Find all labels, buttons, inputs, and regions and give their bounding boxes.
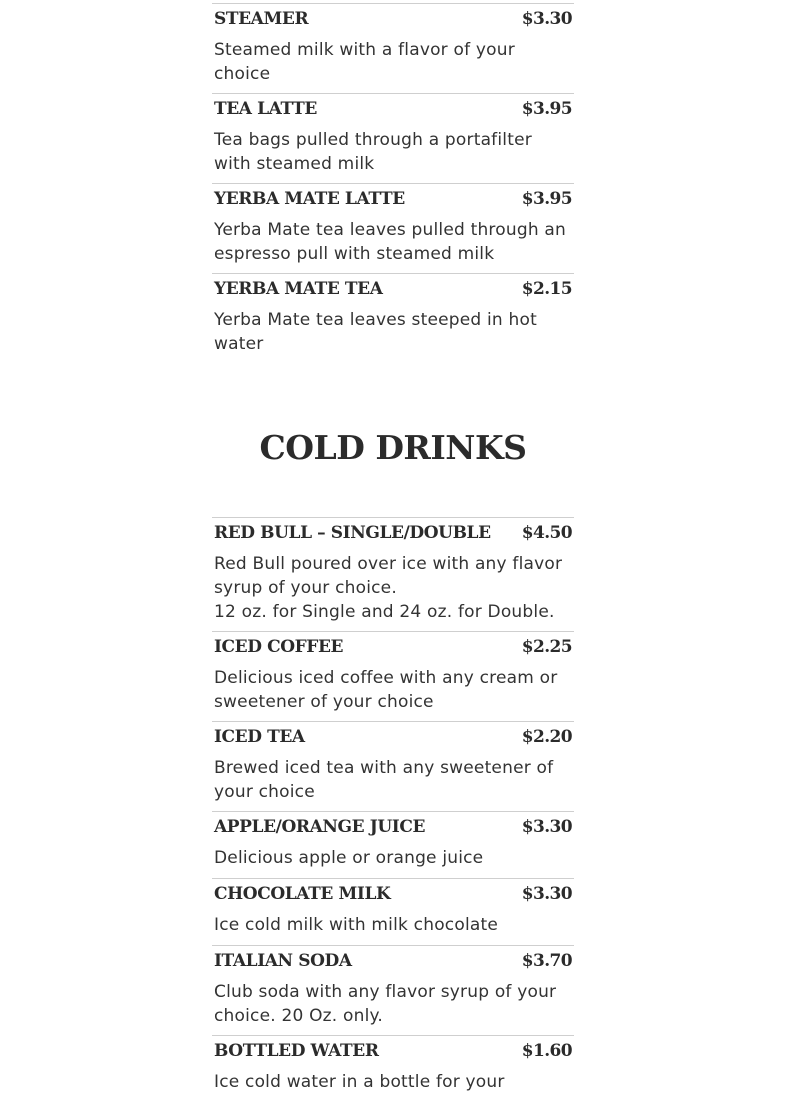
cold-drinks-list <box>212 517 574 1101</box>
menu-item-name: ICED TEA <box>214 727 305 747</box>
menu-item-price: $3.30 <box>521 884 572 904</box>
menu-item-name: CHOCOLATE MILK <box>214 884 391 904</box>
menu-item <box>212 93 574 183</box>
menu-item-description: Yerba Mate tea leaves steeped in hot water <box>214 310 537 354</box>
menu-item-name: YERBA MATE LATTE <box>214 189 405 209</box>
menu-item-header <box>214 946 572 980</box>
menu-item <box>212 3 574 93</box>
menu-item <box>212 945 574 1035</box>
menu-item-description: Red Bull poured over ice with any flavor syrup of your choice. 12 oz. for Single and 24 oz. for Double. <box>214 554 563 622</box>
menu-item-header <box>214 812 572 846</box>
menu-item-description: Delicious apple or orange juice <box>214 848 484 868</box>
menu-item <box>212 721 574 811</box>
menu-item <box>212 811 574 878</box>
menu-item-header <box>214 184 572 218</box>
menu-item <box>212 273 574 363</box>
menu-item-header <box>214 722 572 756</box>
menu-item-description: Steamed milk with a flavor of your choice <box>214 40 515 84</box>
menu-item-description: Ice cold water in a bottle for your <box>214 1072 505 1092</box>
menu-item-price: $2.20 <box>521 727 572 747</box>
menu-item-header <box>214 518 572 552</box>
menu-item-header <box>214 1036 572 1070</box>
menu-item <box>212 631 574 721</box>
menu-item <box>212 1035 574 1101</box>
menu-item-header <box>214 4 572 38</box>
section-heading-cold-drinks: COLD DRINKS <box>259 428 527 467</box>
menu-item-header <box>214 879 572 913</box>
menu-item-name: ICED COFFEE <box>214 637 344 657</box>
menu-item-description: Club soda with any flavor syrup of your choice. 20 Oz. only. <box>214 982 557 1026</box>
menu-item-description: Brewed iced tea with any sweetener of your choice <box>214 758 554 802</box>
menu-item-header <box>214 274 572 308</box>
menu-item-description: Tea bags pulled through a portafilter with steamed milk <box>214 130 532 174</box>
menu-item-name: APPLE/ORANGE JUICE <box>214 817 426 837</box>
menu-item-name: BOTTLED WATER <box>214 1041 379 1061</box>
menu-item-name: TEA LATTE <box>214 99 317 119</box>
menu-item-name: ITALIAN SODA <box>214 951 352 971</box>
menu-item-description: Ice cold milk with milk chocolate <box>214 915 499 935</box>
menu-item-name: RED BULL – SINGLE/DOUBLE <box>214 523 491 543</box>
menu-item-price: $2.15 <box>521 279 572 299</box>
menu-item-price: $3.30 <box>521 817 572 837</box>
menu-item <box>212 183 574 273</box>
menu-item-price: $3.70 <box>521 951 572 971</box>
menu-item-price: $3.30 <box>521 9 572 29</box>
menu-item-price: $2.25 <box>521 637 572 657</box>
menu-item <box>212 517 574 631</box>
menu-item-price: $4.50 <box>521 523 572 543</box>
menu-item-price: $3.95 <box>521 99 572 119</box>
hot-drinks-list <box>212 3 574 363</box>
menu-item-header <box>214 94 572 128</box>
menu-item-header <box>214 632 572 666</box>
menu-item-description: Delicious iced coffee with any cream or sweetener of your choice <box>214 668 558 712</box>
menu-item-name: YERBA MATE TEA <box>214 279 383 299</box>
menu-item <box>212 878 574 945</box>
menu-item-description: Yerba Mate tea leaves pulled through an espresso pull with steamed milk <box>214 220 566 264</box>
menu-item-name: STEAMER <box>214 9 309 29</box>
menu-item-price: $1.60 <box>521 1041 572 1061</box>
menu-item-price: $3.95 <box>521 189 572 209</box>
